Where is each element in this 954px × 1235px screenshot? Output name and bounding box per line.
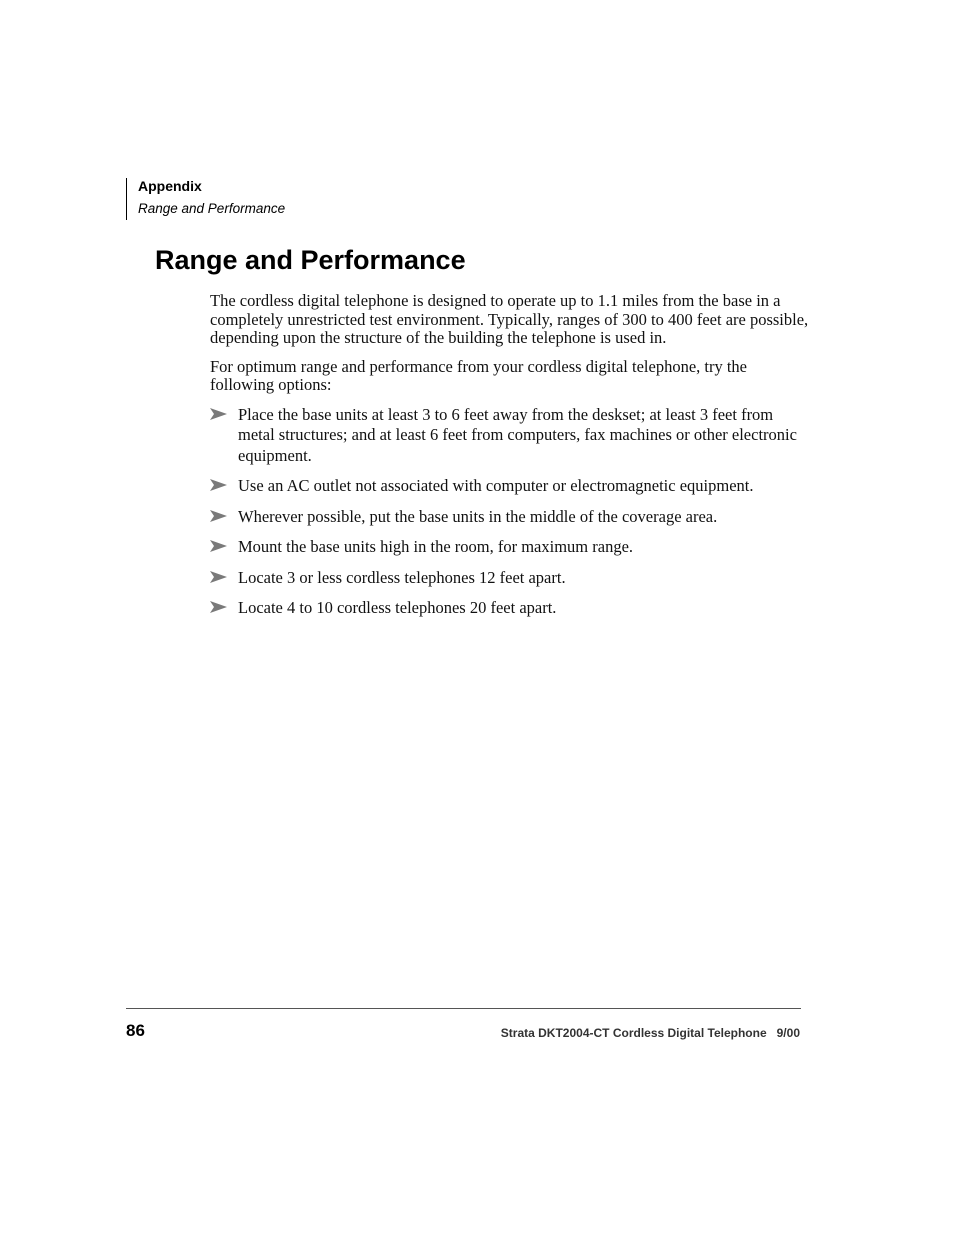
options-paragraph: For optimum range and performance from your cordless digital telephone, try the following options:	[210, 356, 748, 394]
list-item-text: Locate 4 to 10 cordless telephones 20 feet apart.	[238, 598, 557, 617]
list-item-text: Locate 3 or less cordless telephones 12 feet apart.	[238, 567, 566, 587]
arrow-bullet-icon	[210, 406, 228, 422]
header-subsection: Range and Performance	[138, 201, 286, 216]
arrow-bullet-icon	[210, 599, 228, 615]
list-item	[210, 507, 810, 528]
list-item-text: Wherever possible, put the base units in the middle of the coverage area.	[238, 506, 718, 526]
arrow-bullet-icon	[210, 569, 228, 585]
list-item-text: Place the base units at least 3 to 6 feet away from the deskset; at least 3 feet from metal structures; and at least 6 feet from computers, fax machines or other electronic equipment.	[238, 404, 797, 465]
body-content	[210, 292, 810, 629]
list-item-text: Use an AC outlet not associated with computer or electromagnetic equipment.	[238, 476, 754, 495]
running-header	[126, 178, 285, 220]
arrow-bullet-icon	[210, 477, 228, 493]
footer-divider	[126, 1008, 801, 1009]
arrow-bullet-icon	[210, 508, 228, 524]
header-section: Appendix	[138, 178, 202, 194]
arrow-bullet-icon	[210, 538, 228, 554]
page-title: Range and Performance	[155, 245, 466, 275]
footer-document-title: Strata DKT2004-CT Cordless Digital Telephone 9/00	[500, 1026, 800, 1040]
list-item	[210, 598, 810, 619]
page-number: 86	[126, 1021, 145, 1040]
list-item	[210, 568, 810, 589]
options-list	[210, 405, 810, 619]
list-item	[210, 476, 810, 497]
intro-paragraph: The cordless digital telephone is designed to operate up to 1.1 miles from the base in a completely unrestricted test environment. Typically, ranges of 300 to 400 feet are possible, depending upon the structure of the building the telephone is used in.	[210, 291, 809, 347]
list-item	[210, 405, 810, 467]
list-item	[210, 537, 810, 558]
list-item-text: Mount the base units high in the room, for maximum range.	[238, 537, 634, 556]
